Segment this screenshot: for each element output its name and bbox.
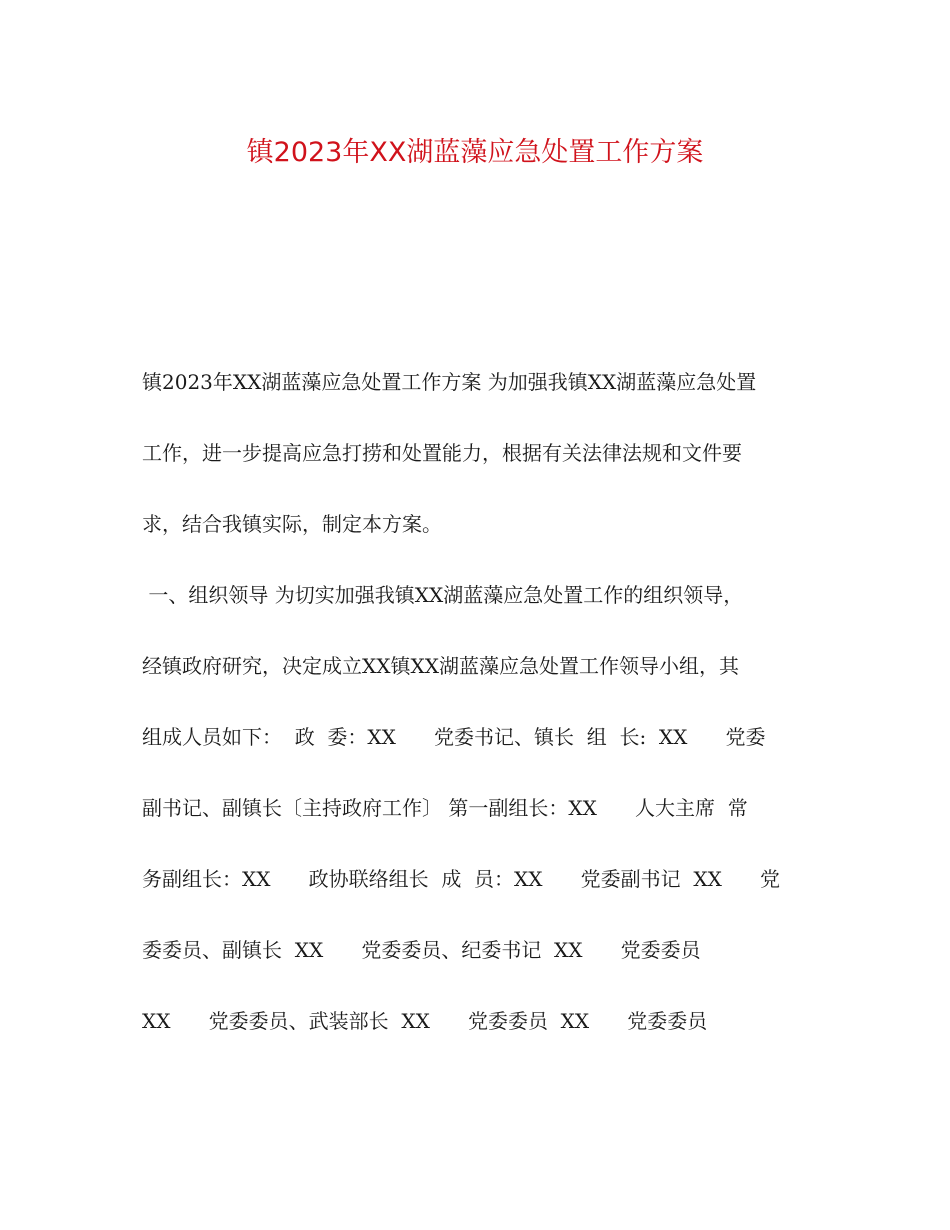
body-line: 工作，进一步提高应急打捞和处置能力，根据有关法律法规和文件要 xyxy=(142,441,742,465)
body-line: XX 党委委员、武装部长 XX 党委委员 XX 党委委员 xyxy=(142,1009,708,1033)
body-line: 委委员、副镇长 XX 党委委员、纪委书记 XX 党委委员 xyxy=(142,938,701,962)
document-title: 镇2023年XX湖蓝藻应急处置工作方案 xyxy=(246,137,704,168)
body-line: 一、组织领导 为切实加强我镇XX湖蓝藻应急处置工作的组织领导， xyxy=(142,583,744,607)
body-line: 经镇政府研究，决定成立XX镇XX湖蓝藻应急处置工作领导小组，其 xyxy=(142,654,739,678)
body-line: 务副组长：XX 政协联络组长 成 员：XX 党委副书记 XX 党 xyxy=(142,867,781,891)
body-line: 组成人员如下： 政 委：XX 党委书记、镇长 组 长: XX 党委 xyxy=(142,725,766,749)
body-line: 副书记、副镇长〔主持政府工作〕 第一副组长：XX 人大主席 常 xyxy=(142,796,748,820)
document-body xyxy=(142,362,812,1072)
body-line: 求，结合我镇实际，制定本方案。 xyxy=(142,512,442,536)
body-line: 镇2023年XX湖蓝藻应急处置工作方案 为加强我镇XX湖蓝藻应急处置 xyxy=(142,370,757,394)
